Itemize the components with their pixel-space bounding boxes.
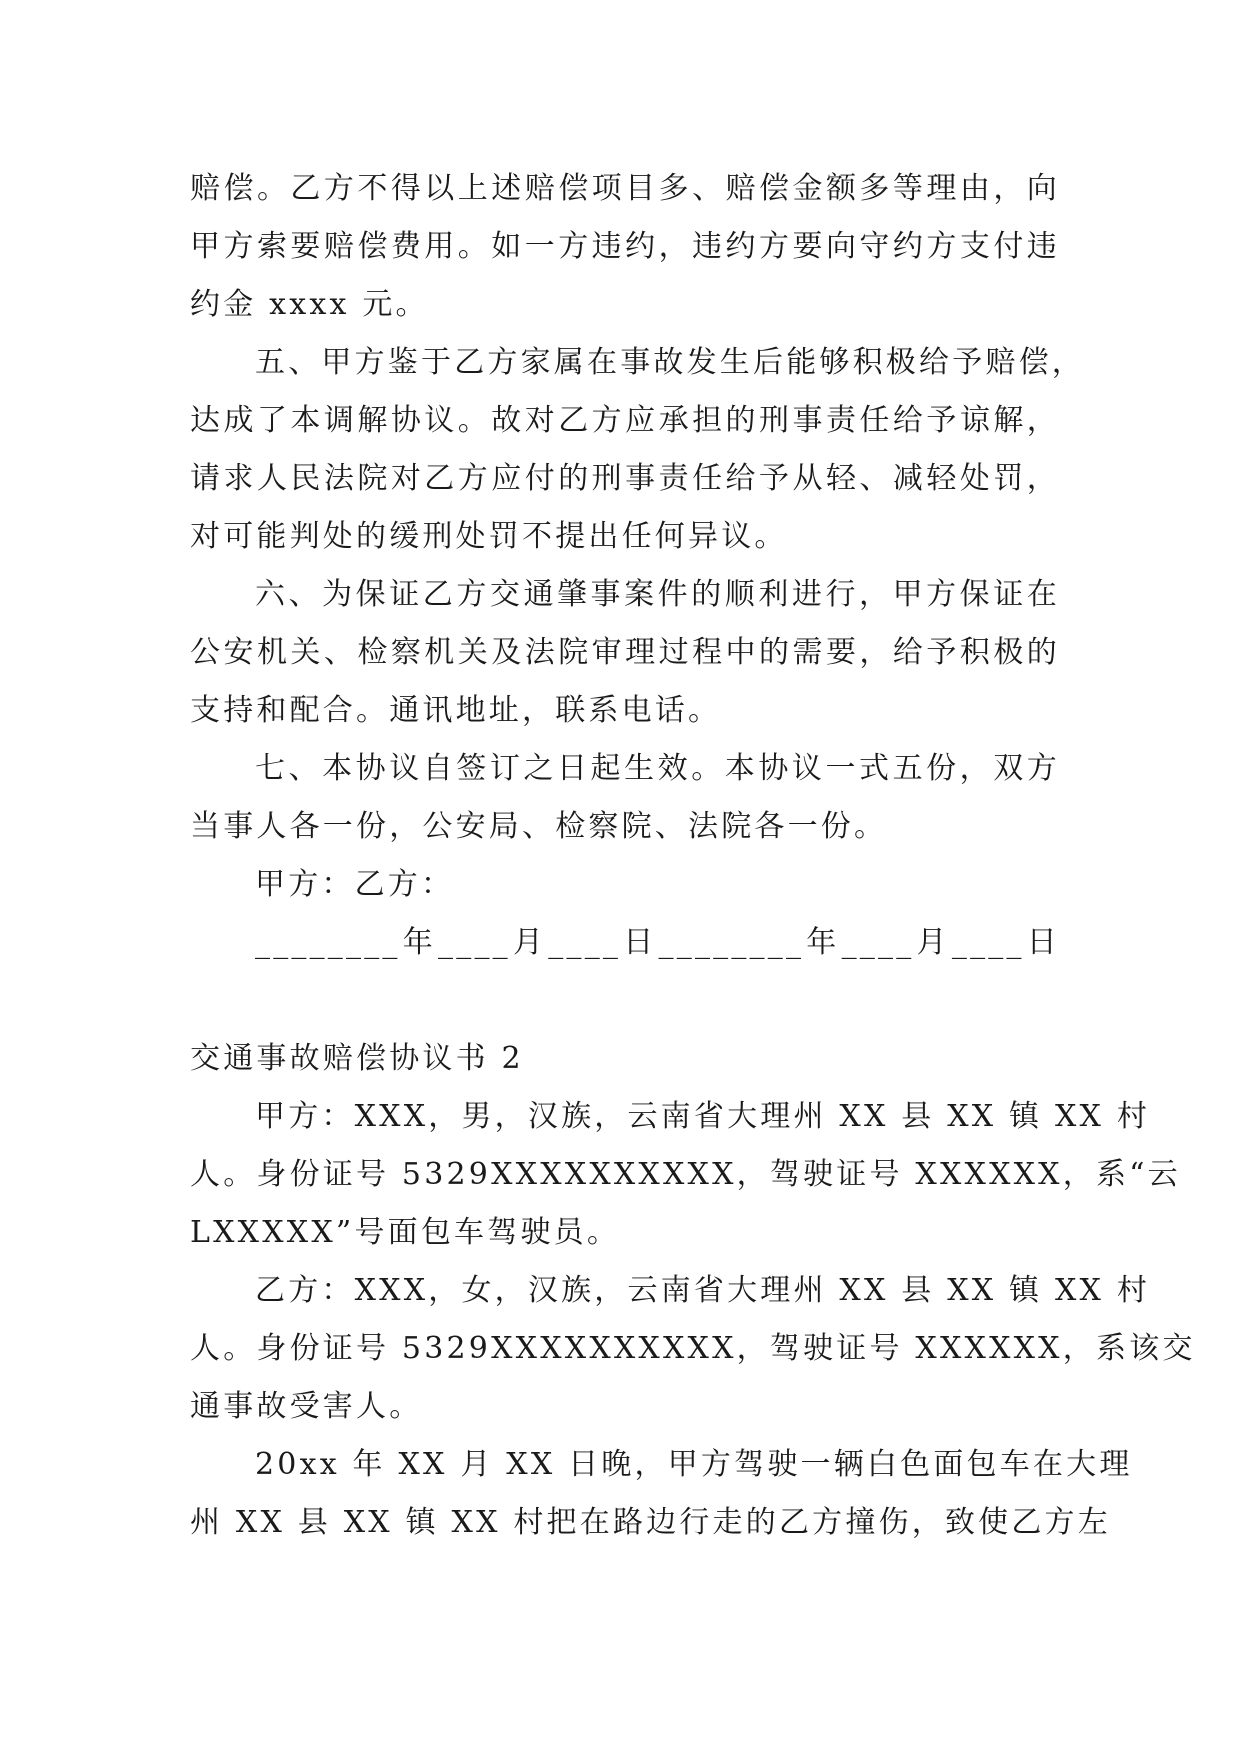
clause-five-line: 五、甲方鉴于乙方家属在事故发生后能够积极给予赔偿， xyxy=(255,345,1085,380)
paragraph-line: 赔偿。乙方不得以上述赔偿项目多、赔偿金额多等理由，向 xyxy=(190,171,1060,206)
paragraph-line: LXXXXX”号面包车驾驶员。 xyxy=(190,1215,621,1250)
document-page xyxy=(190,160,1196,1552)
paragraph-line: 人。身份证号 5329XXXXXXXXXX，驾驶证号 XXXXXX，系该交 xyxy=(190,1331,1196,1366)
section-title: 交通事故赔偿协议书 2 xyxy=(190,1041,524,1076)
incident-line: 20xx 年 XX 月 XX 日晚，甲方驾驶一辆白色面包车在大理 xyxy=(255,1447,1133,1482)
paragraph-line: 通事故受害人。 xyxy=(190,1389,423,1424)
party-b-line: 乙方：XXX，女，汉族，云南省大理州 XX 县 XX 镇 XX 村 xyxy=(255,1273,1151,1308)
signature-parties: 甲方：乙方： xyxy=(255,867,455,902)
paragraph-line: 公安机关、检察机关及法院审理过程中的需要，给予积极的 xyxy=(190,635,1060,670)
paragraph-line: 达成了本调解协议。故对乙方应承担的刑事责任给予谅解， xyxy=(190,403,1060,438)
clause-six-line: 六、为保证乙方交通肇事案件的顺利进行，甲方保证在 xyxy=(255,577,1060,612)
paragraph-line: 甲方索要赔偿费用。如一方违约，违约方要向守约方支付违 xyxy=(190,229,1060,264)
paragraph-line: 当事人各一份，公安局、检察院、法院各一份。 xyxy=(190,809,888,844)
paragraph-line: 约金 xxxx 元。 xyxy=(190,287,429,322)
paragraph-line: 支持和配合。通讯地址，联系电话。 xyxy=(190,693,722,728)
paragraph-line: 州 XX 县 XX 镇 XX 村把在路边行走的乙方撞伤，致使乙方左 xyxy=(190,1505,1111,1540)
clause-seven-line: 七、本协议自签订之日起生效。本协议一式五份，双方 xyxy=(255,751,1060,786)
section-gap xyxy=(190,972,1060,1030)
paragraph-line: 对可能判处的缓刑处罚不提出任何异议。 xyxy=(190,519,788,554)
paragraph-line: 人。身份证号 5329XXXXXXXXXX，驾驶证号 XXXXXX，系“云 xyxy=(190,1157,1181,1192)
paragraph-line: 请求人民法院对乙方应付的刑事责任给予从轻、减轻处罚， xyxy=(190,461,1060,496)
signature-date-line: ________年____月____日________年____月____日 xyxy=(255,925,1060,960)
party-a-line: 甲方：XXX，男，汉族，云南省大理州 XX 县 XX 镇 XX 村 xyxy=(255,1099,1151,1134)
